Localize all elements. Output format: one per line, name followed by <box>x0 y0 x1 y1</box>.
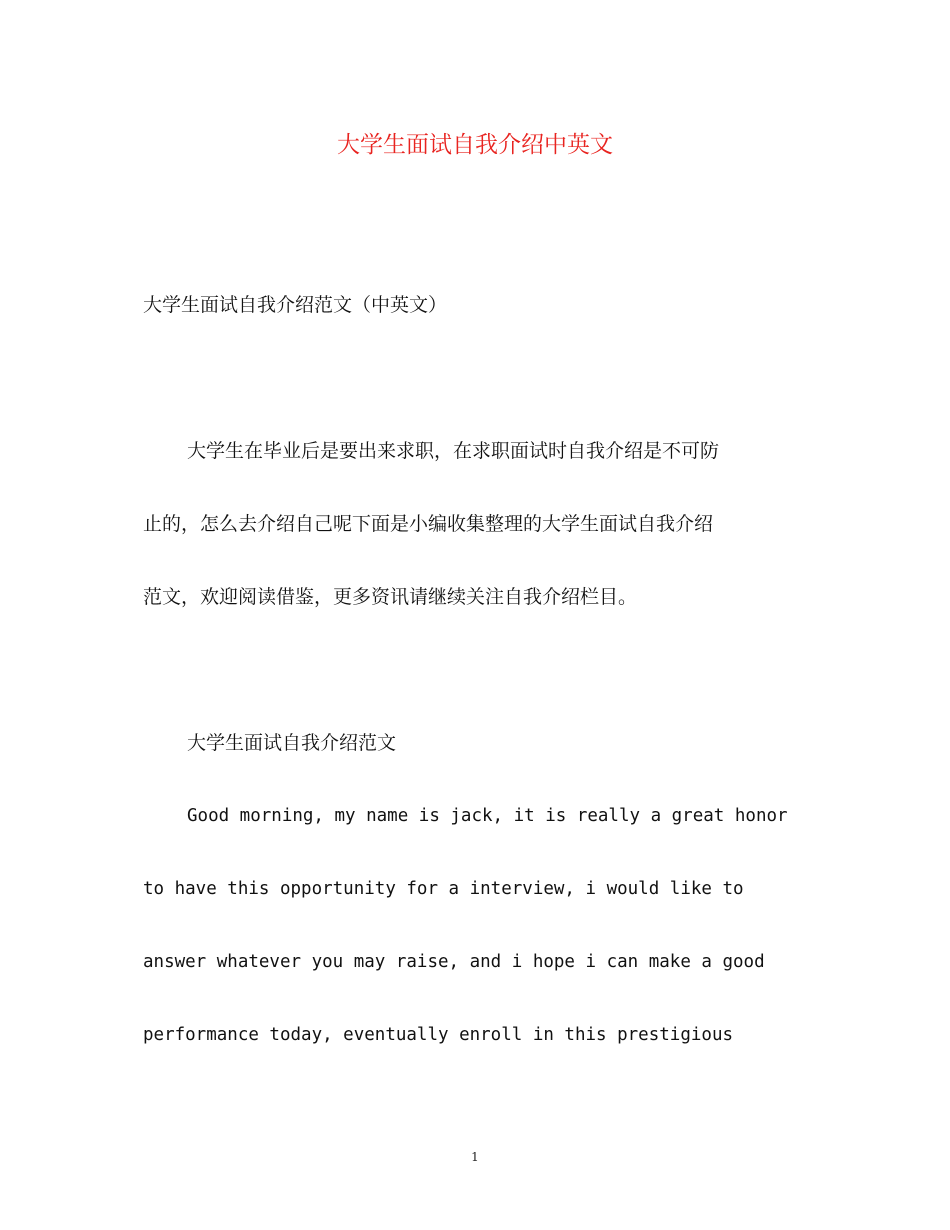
english-line-3: answer whatever you may raise, and i hope i can make a good <box>143 952 765 972</box>
page-number: 1 <box>471 1150 479 1164</box>
intro-line-1: 大学生在毕业后是要出来求职，在求职面试时自我介绍是不可防 <box>187 440 720 462</box>
intro-line-3: 范文，欢迎阅读借鉴，更多资讯请继续关注自我介绍栏目。 <box>143 586 638 608</box>
english-line-2: to have this opportunity for a interview, i would like to <box>143 879 744 899</box>
section-heading: 大学生面试自我介绍范文 <box>187 732 397 754</box>
document-subtitle: 大学生面试自我介绍范文（中英文） <box>143 294 448 316</box>
english-line-4: performance today, eventually enroll in this prestigious <box>143 1025 734 1045</box>
intro-line-2: 止的，怎么去介绍自己呢下面是小编收集整理的大学生面试自我介绍 <box>143 513 714 535</box>
document-title: 大学生面试自我介绍中英文 <box>337 132 613 158</box>
english-line-1: Good morning, my name is jack, it is really a great honor <box>187 806 788 826</box>
